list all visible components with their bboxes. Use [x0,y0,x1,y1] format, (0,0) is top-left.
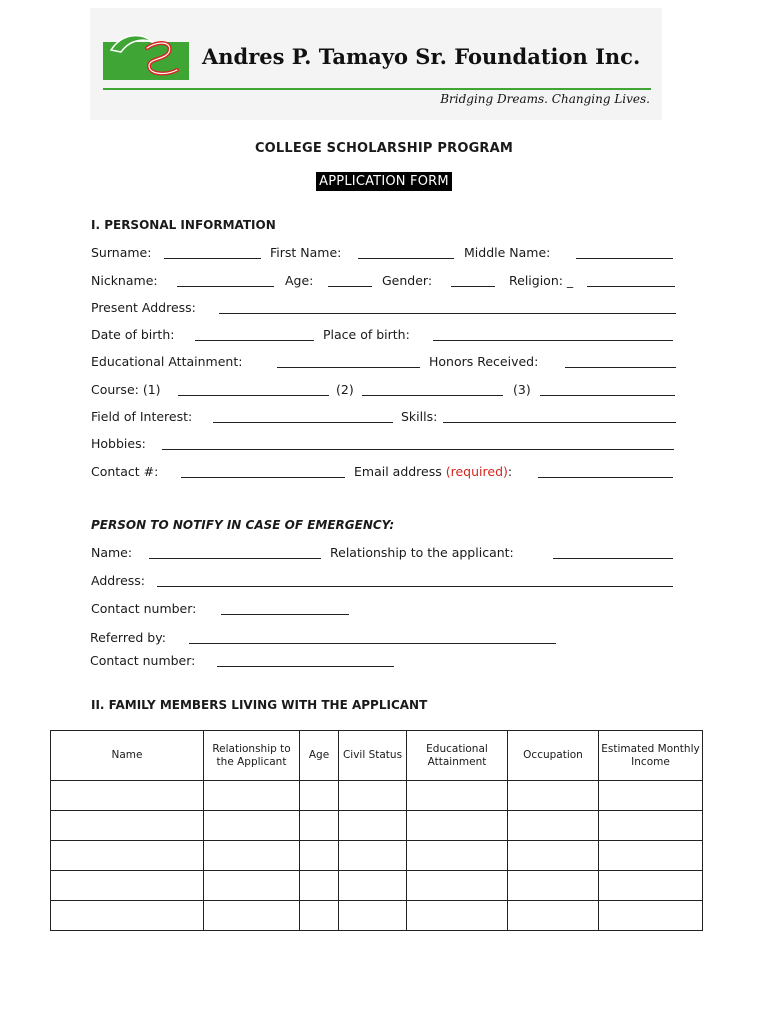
header-divider [103,88,651,90]
program-title: COLLEGE SCHOLARSHIP PROGRAM [254,141,514,156]
table-cell[interactable] [300,841,339,871]
table-cell[interactable] [407,841,508,871]
gender-label: Gender: [382,273,433,288]
tagline: Bridging Dreams. Changing Lives. [440,92,650,106]
course-3-field[interactable] [540,395,675,396]
age-label: Age: [285,273,314,288]
email-label: Email address (required): [354,464,513,479]
column-header-civil-status: Civil Status [339,731,407,781]
pob-field[interactable] [433,340,673,341]
religion-field[interactable] [587,286,675,287]
emergency-contact-field[interactable] [221,614,349,615]
emergency-name-label: Name: [91,545,133,560]
middle-name-label: Middle Name: [464,245,551,260]
nickname-field[interactable] [177,286,274,287]
table-cell[interactable] [599,871,703,901]
pob-label: Place of birth: [323,327,410,342]
column-header-education: Educational Attainment [407,731,508,781]
emergency-address-field[interactable] [157,586,673,587]
course-3-label: (3) [513,382,531,397]
table-row [51,901,703,931]
table-cell[interactable] [51,871,204,901]
table-cell[interactable] [204,781,300,811]
table-cell[interactable] [508,871,599,901]
table-cell[interactable] [407,871,508,901]
email-field[interactable] [538,477,673,478]
table-cell[interactable] [508,811,599,841]
dob-field[interactable] [195,340,314,341]
table-cell[interactable] [204,871,300,901]
table-cell[interactable] [339,841,407,871]
age-field[interactable] [328,286,372,287]
table-row [51,811,703,841]
hobbies-field[interactable] [162,449,674,450]
present-address-field[interactable] [219,313,676,314]
referral-contact-field[interactable] [217,666,394,667]
surname-field[interactable] [164,258,261,259]
education-field[interactable] [277,367,420,368]
table-cell[interactable] [508,901,599,931]
table-cell[interactable] [300,811,339,841]
form-title: APPLICATION FORM [316,172,452,191]
dob-label: Date of birth: [91,327,175,342]
table-cell[interactable] [339,781,407,811]
column-header-income: Estimated Monthly Income [599,731,703,781]
table-cell[interactable] [204,811,300,841]
emergency-name-field[interactable] [149,558,321,559]
table-cell[interactable] [51,781,204,811]
organization-name: Andres P. Tamayo Sr. Foundation Inc. [202,44,641,69]
honors-field[interactable] [565,367,676,368]
table-cell[interactable] [300,871,339,901]
course-2-label: (2) [336,382,354,397]
course-2-field[interactable] [362,395,503,396]
column-header-occupation: Occupation [508,731,599,781]
middle-name-field[interactable] [576,258,673,259]
referred-by-label: Referred by: [90,630,166,645]
emergency-address-label: Address: [91,573,145,588]
table-cell[interactable] [407,811,508,841]
course-1-label: Course: (1) [91,382,161,397]
emergency-heading: PERSON TO NOTIFY IN CASE OF EMERGENCY: [91,518,395,532]
required-marker: (required) [445,464,508,479]
family-members-table [50,730,703,931]
education-label: Educational Attainment: [91,354,243,369]
table-cell[interactable] [339,811,407,841]
present-address-label: Present Address: [91,300,196,315]
table-cell[interactable] [508,841,599,871]
skills-field[interactable] [443,422,676,423]
table-row [51,871,703,901]
religion-label: Religion: _ [509,273,574,288]
contact-label: Contact #: [91,464,159,479]
referral-contact-label: Contact number: [90,653,196,668]
first-name-field[interactable] [358,258,454,259]
relationship-label: Relationship to the applicant: [330,545,514,560]
gender-field[interactable] [451,286,495,287]
skills-label: Skills: [401,409,438,424]
hobbies-label: Hobbies: [91,436,146,451]
table-cell[interactable] [508,781,599,811]
honors-label: Honors Received: [429,354,539,369]
table-row [51,781,703,811]
table-cell[interactable] [300,901,339,931]
column-header-relationship: Relationship to the Applicant [204,731,300,781]
contact-field[interactable] [181,477,345,478]
table-header-row [51,731,703,781]
table-cell[interactable] [51,841,204,871]
table-cell[interactable] [204,841,300,871]
table-cell[interactable] [407,781,508,811]
foundation-logo-icon [103,30,189,80]
table-cell[interactable] [599,811,703,841]
relationship-field[interactable] [553,558,673,559]
nickname-label: Nickname: [91,273,158,288]
field-of-interest-label: Field of Interest: [91,409,193,424]
first-name-label: First Name: [270,245,342,260]
emergency-contact-label: Contact number: [91,601,197,616]
table-cell[interactable] [599,901,703,931]
family-heading: II. FAMILY MEMBERS LIVING WITH THE APPLICANT [91,698,428,712]
table-cell[interactable] [51,901,204,931]
table-cell[interactable] [51,811,204,841]
surname-label: Surname: [91,245,152,260]
table-cell[interactable] [300,781,339,811]
table-row [51,841,703,871]
referred-by-field[interactable] [189,643,556,644]
table-cell[interactable] [599,781,703,811]
table-cell[interactable] [599,841,703,871]
table-cell[interactable] [339,871,407,901]
column-header-age: Age [300,731,339,781]
table-cell[interactable] [204,901,300,931]
table-cell[interactable] [407,901,508,931]
field-of-interest-field[interactable] [213,422,393,423]
course-1-field[interactable] [178,395,329,396]
personal-info-heading: I. PERSONAL INFORMATION [91,218,276,232]
column-header-name: Name [51,731,204,781]
table-cell[interactable] [339,901,407,931]
